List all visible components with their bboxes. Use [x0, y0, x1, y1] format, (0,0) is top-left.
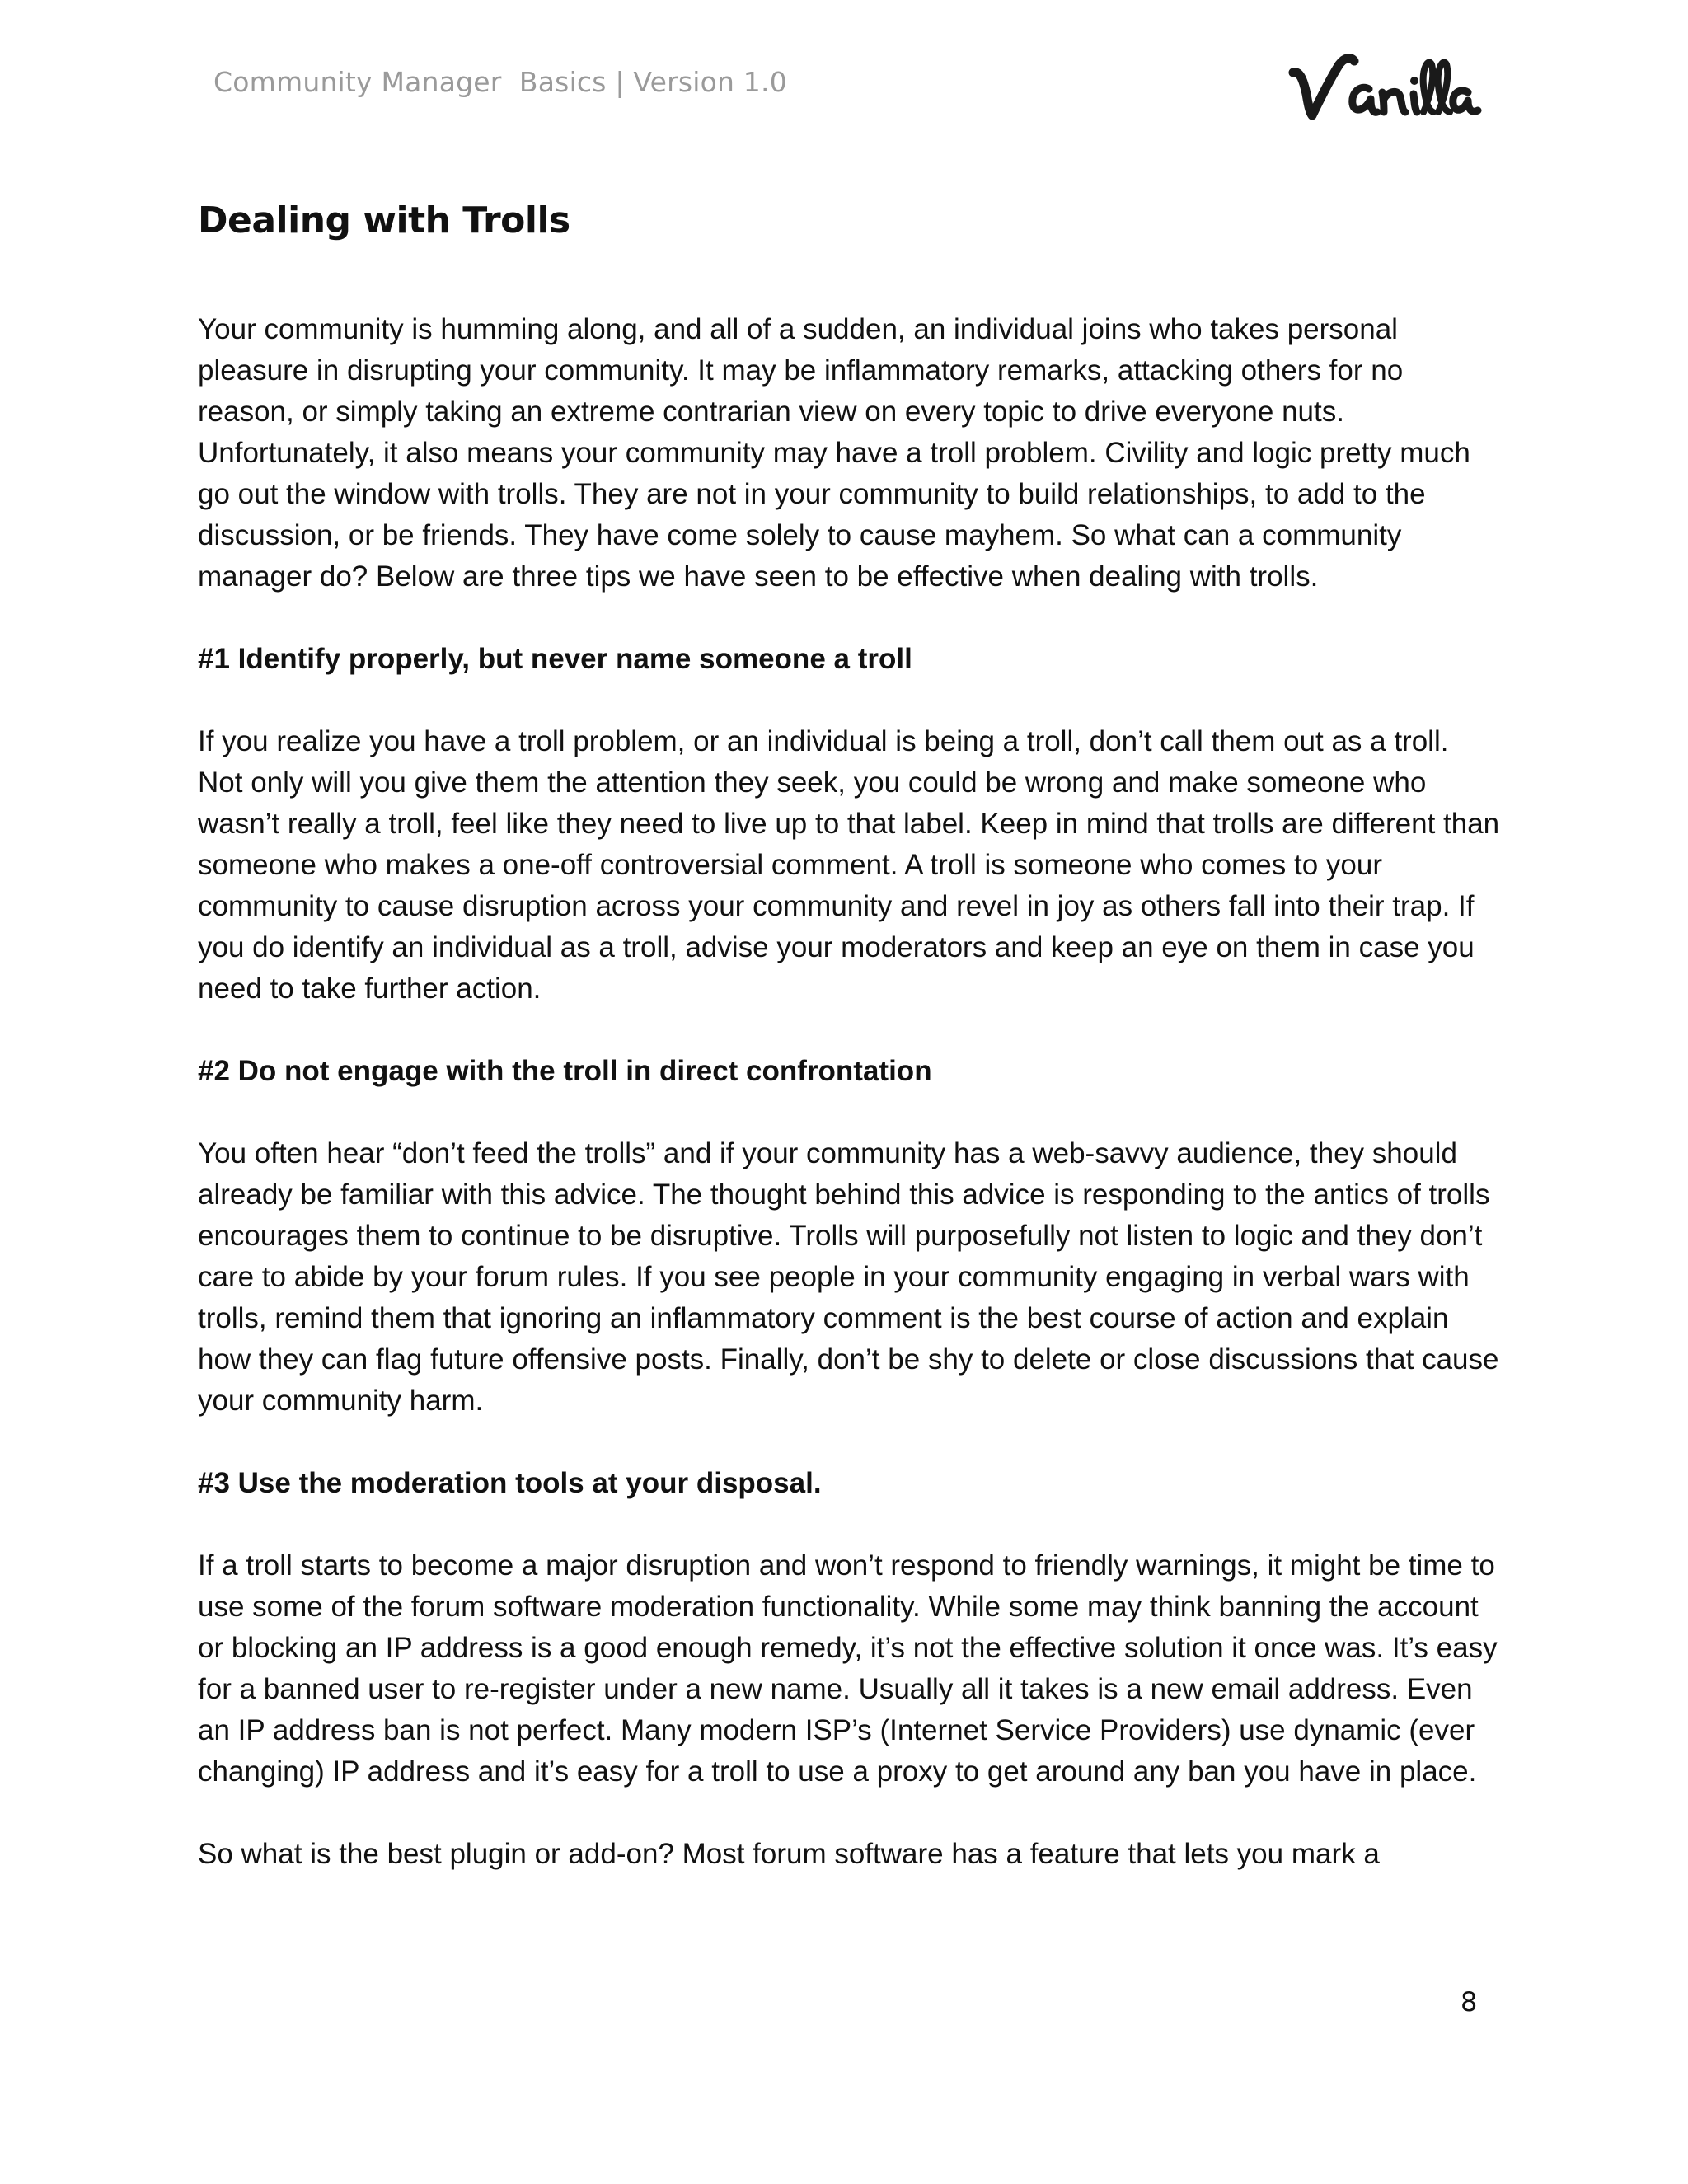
section-1-paragraph: If you realize you have a troll problem, or an individual is being a troll, don’t call them out as a troll. Not only will you give them the attention they seek, you could be wrong and make someone who wasn’t really a troll, feel like they need to live up to that label. Keep in mind that trolls are different than someone who makes a one-off controversial comment. A troll is someone who comes to your community to cause disruption across your community and revel in joy as others fall into their trap. If you do identify an individual as a troll, advise your moderators and keep an eye on them in case you need to take further action.: [198, 725, 1500, 1005]
page-header: [213, 66, 1483, 140]
vanilla-logo: [1285, 46, 1483, 129]
intro-paragraph: Your community is humming along, and all of a sudden, an individual joins who takes personal pleasure in disrupting your community. It may be inflammatory remarks, attacking others for no reason, or simply taking an extreme contrarian view on every topic to drive everyone nuts. Unfortunately, it also means your community may have a troll problem. Civility and logic pretty much go out the window with trolls. They are not in your community to build relationships, to add to the discussion, or be friends. They have come solely to cause mayhem. So what can a community manager do? Below are three tips we have seen to be effective when dealing with trolls.: [198, 313, 1470, 593]
section-heading-3: #3 Use the moderation tools at your disposal.: [198, 1467, 822, 1499]
section-2-paragraph: You often hear “don’t feed the trolls” and if your community has a web-savvy audience, they should already be familiar with this advice. The thought behind this advice is responding to the antics of trolls encourages them to continue to be disruptive. Trolls will purposefully not listen to logic and they don’t care to abide by your forum rules. If you see people in your community engaging in verbal wars with trolls, remind them that ignoring an inflammatory comment is the best course of action and explain how they can flag future offensive posts. Finally, don’t be shy to delete or close discussions that cause your community harm.: [198, 1137, 1499, 1417]
section-heading-1: #1 Identify properly, but never name someone a troll: [198, 643, 912, 675]
document-body: [198, 198, 1500, 1875]
page-number: 8: [1461, 1986, 1478, 2018]
section-3-paragraph-1: If a troll starts to become a major disruption and won’t respond to friendly warnings, it might be time to use some of the forum software moderation functionality. While some may think banning the account or blocking an IP address is a good enough remedy, it’s not the effective solution it once was. It’s easy for a banned user to re-register under a new name. Usually all it takes is a new email address. Even an IP address ban is not perfect. Many modern ISP’s (Internet Service Providers) use dynamic (ever changing) IP address and it’s easy for a troll to use a proxy to get around any ban you have in place.: [198, 1549, 1498, 1788]
section-3-paragraph-2: So what is the best plugin or add-on? Most forum software has a feature that lets you mark a: [198, 1838, 1380, 1870]
page-title: Dealing with Trolls: [198, 199, 570, 241]
section-heading-2: #2 Do not engage with the troll in direct confrontation: [198, 1055, 932, 1087]
header-text: Community Manager Basics | Version 1.0: [213, 66, 787, 98]
